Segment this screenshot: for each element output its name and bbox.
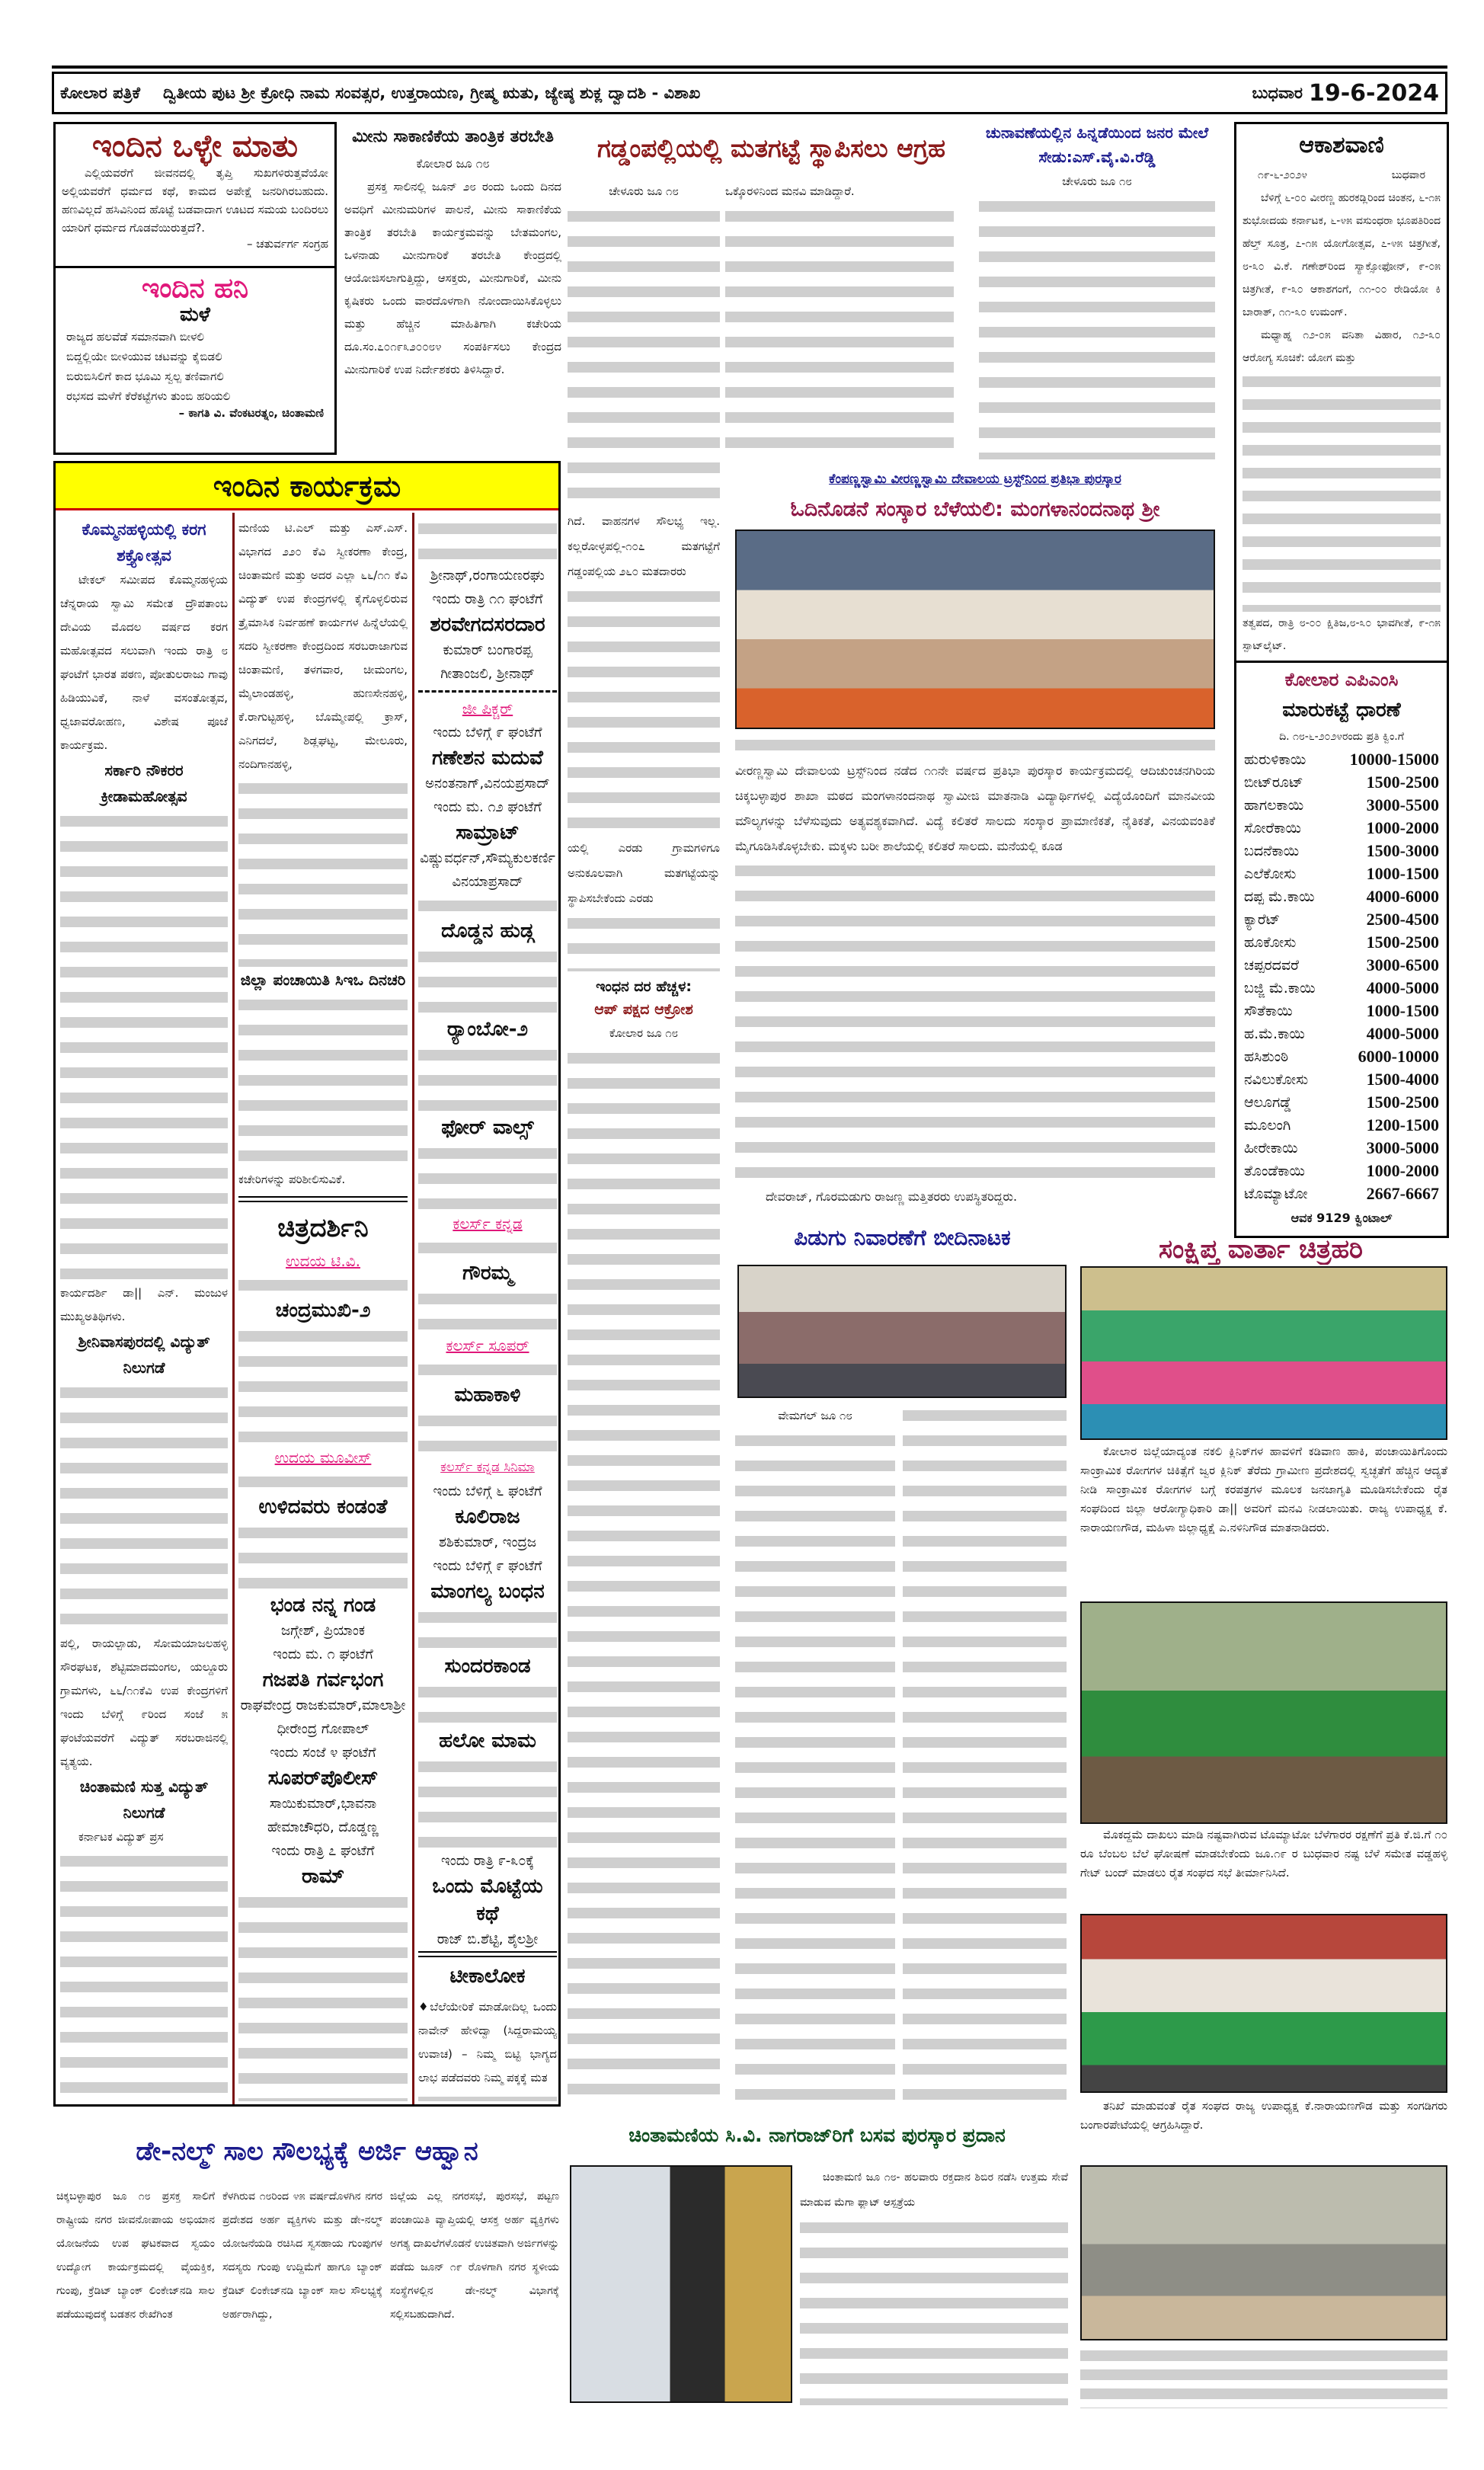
- commodity-name: ಸೌತೆಕಾಯಿ: [1244, 1003, 1293, 1019]
- article-text-lines: [418, 1043, 557, 1114]
- akashavani-date: ೧೯-೬-೨೦೨೪: [1258, 169, 1307, 181]
- commodity-price: 6000-10000: [1358, 1047, 1439, 1066]
- apmc-row: [1239, 771, 1444, 794]
- apmc-row: [1239, 1091, 1444, 1114]
- movie-title: ರಾಮ್: [301, 1865, 345, 1888]
- movie-title: ಹಲೋ ಮಾಮ: [439, 1729, 536, 1752]
- commodity-price: 1500-2500: [1366, 933, 1439, 952]
- commodity-name: ಹಸಿಶುಂಠಿ: [1244, 1048, 1289, 1065]
- apmc-row: [1239, 1182, 1444, 1205]
- commodity-price: 3000-6500: [1366, 955, 1439, 974]
- apmc-arrival: ಆವಕ 9129 ಕ್ವಿಂಟಾಲ್: [1291, 1211, 1393, 1225]
- movie-title: ಫೋರ್ ವಾಲ್ಸ್: [441, 1116, 534, 1139]
- commodity-name: ಹೀರೇಕಾಯಿ: [1244, 1140, 1298, 1157]
- pidugu-headline: ಪಿಡುಗು ನಿವಾರಣೆಗೆ ಬೀದಿನಾಟಕ: [794, 1225, 1011, 1250]
- paper-name: ಕೋಲಾರ ಪತ್ರಿಕೆ: [60, 83, 140, 102]
- article-text-lines: [418, 1409, 557, 1456]
- commodity-price: 1500-4000: [1366, 1070, 1439, 1089]
- hani-box: [53, 266, 337, 455]
- article-text-lines: [1243, 370, 1441, 612]
- commodity-price: 4000-5000: [1366, 1024, 1439, 1043]
- commodity-price: 3000-5000: [1366, 1138, 1439, 1157]
- karyakrama-title: ಇಂದಿನ ಕಾರ್ಯಕ್ರಮ: [213, 469, 401, 503]
- movie-time: ಇಂದು ಬೆಳಿಗ್ಗೆ ೬ ಘಂಟೆಗೆ: [433, 1483, 542, 1499]
- apmc-row: [1239, 840, 1444, 862]
- news-photo: [1080, 1601, 1447, 1824]
- movie-title: ಕೂಲಿರಾಜ: [455, 1505, 520, 1528]
- event-text: ಕರ್ನಾಟಕ ವಿದ್ಯುತ್ ಪ್ರಸ: [78, 1830, 164, 1844]
- commodity-price: 1000-2000: [1366, 1161, 1439, 1180]
- karyakrama-box: [53, 461, 561, 2107]
- apmc-row: [1239, 954, 1444, 977]
- movie-title: ದೊಡ್ಡನ ಹುಡ್ಗ: [441, 920, 534, 942]
- akashavani-text-2: ಮಧ್ಯಾಹ್ನ ೧೨-೦೫ ವನಿತಾ ವಿಹಾರ, ೧೨-೩೦ ಆರೋಗ್ಯ ಸೂಚಿಕೆ: ಯೋಗ ಮತ್ತು: [1243, 329, 1441, 364]
- commodity-name: ಹಾಗಲಕಾಯಿ: [1244, 797, 1304, 814]
- movie-time: ಇಂದು ಸಂಜೆ ೪ ಘಂಟೆಗೆ: [270, 1745, 376, 1761]
- nulm-headline: ಡೇ-ನಲ್ಮ್ ಸಾಲ ಸೌಲಭ್ಯಕ್ಕೆ ಅರ್ಜಿ ಆಹ್ವಾನ: [136, 2136, 478, 2167]
- commodity-price: 1500-2500: [1366, 1093, 1439, 1112]
- article-text-lines: [568, 911, 720, 971]
- channel-name: ಜೀ ಪಿಕ್ಚರ್: [462, 699, 513, 718]
- apmc-row: [1239, 748, 1444, 771]
- gaddampalli-col1: [568, 179, 720, 971]
- movie-title: ಚಂದ್ರಮುಖಿ-೨: [275, 1299, 371, 1322]
- masthead: [52, 72, 1447, 114]
- article-text-lines: [418, 1141, 557, 1212]
- akashavani-box: [1234, 122, 1449, 663]
- news-caption: ತನಿಖೆ ಮಾಡುವಂತೆ ರೈತ ಸಂಘದ ರಾಜ್ಯ ಉಪಾಧ್ಯಕ್ಷ ಕೆ.ನಾರಾಯಣಗೌಡ ಮತ್ತು ಸಂಗಡಿಗರು ಬಂಗಾರಪೇಟೆಯಲ್ಲಿ ಆಗ್ರಹಿಸಿದ್ದಾರೆ.: [1080, 2099, 1447, 2132]
- movie-title: ಒಂದು ಮೊಟ್ಟೆಯ ಕಥೆ: [432, 1875, 543, 1925]
- news-photo: [1080, 2165, 1447, 2340]
- commodity-name: ಹ.ಮೆ.ಕಾಯಿ: [1244, 1025, 1305, 1042]
- gaddampalli-dateline: ಚೇಳೂರು ಜೂ ೧೮: [609, 184, 679, 198]
- movie-title: ಸಾಮ್ರಾಟ್: [456, 821, 520, 844]
- movie-time: ಇಂದು ಬೆಳಿಗ್ಗೆ ೯ ಘಂಟೆಗೆ: [433, 1558, 542, 1574]
- article-text-lines: [418, 1605, 557, 1653]
- channel-name: ಉದಯ ಮೂವೀಸ್: [274, 1448, 372, 1467]
- apmc-row: [1239, 908, 1444, 931]
- channel-name: ಕಲರ್ಸ್ ಸೂಪರ್: [446, 1336, 529, 1355]
- event-text: ಟೇಕಲ್ ಸಮೀಪದ ಕೊಮ್ಮನಹಳ್ಳಿಯ ಚೆನ್ನರಾಯ ಸ್ವಾಮಿ ಸಮೇತ ದ್ರೌಪತಾಂಬ ದೇವಿಯ ಮೊದಲ ವರ್ಷದ ಕರಗ ಮಹೋತ್ಸವದ ಸಲುವಾಗಿ ಇಂದು ರಾತ್ರಿ ೮ ಘಂಟೆಗೆ ಭಾರತ ಪಠಣ, ಪೋತುಲರಾಜು ಗಾವು ಹಿಡಿಯುವಿಕೆ, ನಾಳೆ ವಸಂತೋತ್ಸವ, ಧ್ವಜಾವರೋಹಣ, ವಿಶೇಷ ಪೂಜೆ ಕಾರ್ಯಕ್ರಮ.: [60, 573, 228, 752]
- event-heading: ಶ್ರೀನಿವಾಸಪುರದಲ್ಲಿ ವಿದ್ಯುತ್ ನಿಲುಗಡೆ: [78, 1333, 210, 1377]
- article-text-lines: [238, 1470, 408, 1493]
- event-text: ಕಚೇರಿಗಳನ್ನು ಪರಿಶೀಲಿಸುವಿಕೆ.: [238, 1173, 346, 1186]
- basava-body: ಚಿಂತಾಮಣಿ ಜೂ ೧೮- ಹಲವಾರು ರಕ್ತದಾನ ಶಿಬಿರ ನಡೆಸಿ ಉತ್ತಮ ಸೇವೆ ಮಾಡುವ ಮೆಗಾ ಫ್ಲಾಟ್ ಆಸ್ಪತ್ರೆಯ: [800, 2171, 1068, 2209]
- basava-headline: ಚಿಂತಾಮಣಿಯ ಸಿ.ವಿ. ನಾಗರಾಜ್‌ರಿಗೆ ಬಸವ ಪುರಸ್ಕಾರ ಪ್ರದಾನ: [628, 2124, 1006, 2146]
- movie-title: ರ್‍ಯಾಂಬೋ-೨: [446, 1018, 529, 1041]
- movie-cast: ಅನಂತನಾಗ್,ವಿನಯಪ್ರಸಾದ್: [425, 776, 550, 792]
- movie-cast: ವಿಷ್ಣುವರ್ಧನ್,ಸೌಮ್ಯಕುಲಕರ್ಣಿ ವಿನಯಾಪ್ರಸಾದ್: [420, 850, 555, 890]
- hani-title: ಇಂದಿನ ಹನಿ: [141, 273, 249, 304]
- news-caption: ಕೋಲಾರ ಜಿಲ್ಲೆಯಾದ್ಯಂತ ನಕಲಿ ಕ್ಲಿನಿಕ್‌ಗಳ ಹಾವಳಿಗೆ ಕಡಿವಾಣ ಹಾಕಿ, ಪಂಚಾಯಿತಿಗೊಂದು ಸಾಂಕ್ರಾಮಿಕ ರೋಗಗಳ ಚಿಕಿತ್ಸೆಗೆ ಜ್ವರ ಕ್ಲಿನಿಕ್ ತೆರೆದು ಗ್ರಾಮೀಣ ಪ್ರದೇಶದಲ್ಲಿ ಸ್ವಚ್ಛತೆಗೆ ಹೆಚ್ಚಿನ ಆದ್ಯತೆ ನೀಡಿ ಸಾಂಕ್ರಾಮಿಕ ರೋಗಗಳ ಬಗ್ಗೆ ಕರಪತ್ರಗಳ ಮೂಲಕ ಜನಜಾಗೃತಿ ಮೂಡಿಸಬೇಕೆಂದು ರೈತ ಸಂಘದಿಂದ ಜಿಲ್ಲಾ ಆರೋಗ್ಯಾಧಿಕಾರಿ ಡಾ|| ಅವರಿಗೆ ಮನವಿ ನೀಡಲಾಯಿತು. ರಾಜ್ಯ ಉಪಾಧ್ಯಕ್ಷ ಕೆ. ನಾರಾಯಣಗೌಡ, ಮಹಿಳಾ ಜಿಲ್ಲಾಧ್ಯಕ್ಷೆ ಎ.ನಳಿನಿಗೌಡ ಮಾತನಾಡಿದರು.: [1080, 1445, 1447, 1534]
- article-text-lines: [735, 859, 1215, 1184]
- news-photo: [1080, 1914, 1447, 2093]
- commodity-price: 10000-15000: [1349, 750, 1439, 769]
- fish-title: ಮೀನು ಸಾಕಾಣಿಕೆಯ ತಾಂತ್ರಿಕ ತರಬೇತಿ: [352, 127, 554, 146]
- news-photo: [1080, 1266, 1447, 1440]
- apmc-row: [1239, 931, 1444, 954]
- apmc-row: [1239, 1137, 1444, 1160]
- hani-line: ಬಿರುಬಿಸಿಲಿಗೆ ಕಾದ ಭೂಮಿ ಸ್ವಲ್ಪ ತಣಿವಾಗಲಿ: [66, 370, 224, 384]
- akashavani-day: ಬುಧವಾರ: [1391, 169, 1425, 181]
- article-text-lines: [418, 1236, 557, 1259]
- event-heading: ಚಿಂತಾಮಣಿ ಸುತ್ತ ವಿದ್ಯುತ್ ನಿಲುಗಡೆ: [79, 1777, 209, 1822]
- movie-title: ಭಂಡ ನನ್ನ ಗಂಡ: [270, 1594, 376, 1617]
- movie-cast: ಜಗ್ಗೇಶ್, ಪ್ರಿಯಾಂಕ: [281, 1623, 365, 1639]
- apmc-row: [1239, 1160, 1444, 1182]
- hani-subtitle: ಮಳೆ: [180, 303, 210, 327]
- commodity-price: 1000-1500: [1366, 1001, 1439, 1020]
- article-text-lines: [238, 1521, 408, 1592]
- article-text-lines: [725, 204, 954, 461]
- movie-cast: ರಾಘವೇಂದ್ರ ರಾಜಕುಮಾರ್,ಮಾಲಾಶ್ರೀ ಧೀರೇಂದ್ರ ಗೋಪಾಲ್: [240, 1697, 406, 1737]
- commodity-name: ಸೋರೆಕಾಯಿ: [1244, 820, 1301, 837]
- pidugu-photo: [737, 1265, 1067, 1398]
- pidugu-dateline: ವೇಮಗಲ್ ಜೂ ೧೮: [778, 1409, 852, 1422]
- article-text-lines: [568, 1046, 720, 2103]
- event-text: ಮಣಿಯ ಟಿ.ಎಲ್ ಮತ್ತು ಎಸ್.ಎಸ್. ವಿಭಾಗದ ೨೨೦ ಕೆವಿ ಸ್ವೀಕರಣಾ ಕೇಂದ್ರ, ಚಿಂತಾಮಣಿ ಮತ್ತು ಅದರ ಎಲ್ಲಾ ೬೬/೧೧ ಕೆವಿ ವಿದ್ಯುತ್ ಉಪ ಕೇಂದ್ರಗಳಲ್ಲಿ ಕೈಗೊಳ್ಳಲಿರುವ ತ್ರೈಮಾಸಿಕ ನಿರ್ವಹಣೆ ಕಾರ್ಯಗಳ ಹಿನ್ನೆಲೆಯಲ್ಲಿ ಸದರಿ ಸ್ವೀಕರಣಾ ಕೇಂದ್ರದಿಂದ ಸರಬರಾಜಾಗುವ ಚಿಂತಾಮಣಿ, ತಳಗವಾರ, ಚೀಮಂಗಲ, ಮೈಲಾಂಡಹಳ್ಳಿ, ಹುಣಸೇನಹಳ್ಳಿ, ಕೆ.ರಾಗುಟ್ಟಹಳ್ಳಿ, ಬೊಮ್ಮೇಪಲ್ಲಿ ಕ್ರಾಸ್, ಎನಿಗದಲೆ, ಶಿಡ್ಲಘಟ್ಟ, ಮೇಲೂರು, ನಂದಿಗಾನಹಳ್ಳಿ,: [238, 521, 408, 771]
- pidugu-col2: [903, 1403, 1067, 2104]
- article-text-lines: [60, 1849, 228, 2101]
- apmc-row: [1239, 1068, 1444, 1091]
- fuel-title-2: ಆಪ್ ಪಕ್ಷದ ಆಕ್ರೋಶ: [594, 1001, 693, 1018]
- commodity-price: 4000-6000: [1366, 887, 1439, 906]
- article-text-lines: [800, 2216, 1068, 2405]
- basava-text: [800, 2165, 1068, 2405]
- commodity-name: ಆಲೂಗಡ್ಡೆ: [1244, 1094, 1292, 1111]
- teekaloka-title: ಟೀಕಾಲೋಕ: [418, 1956, 557, 1995]
- good-word-source: – ಚತುರ್ವರ್ಗ ಸಂಗ್ರಹ: [246, 237, 328, 251]
- apmc-row: [1239, 977, 1444, 1000]
- article-text-lines: [568, 204, 720, 509]
- commodity-name: ಟೊಮ್ಯಾಟೋ: [1244, 1185, 1308, 1202]
- movie-time: ಇಂದು ರಾತ್ರಿ ೭ ಘಂಟೆಗೆ: [271, 1843, 375, 1859]
- channel-name: ಕಲರ್ಸ್ ಕನ್ನಡ ಸಿನಿಮಾ: [440, 1460, 535, 1475]
- nulm-col3: ಜಿಲ್ಲೆಯ ಎಲ್ಲ ನಗರಸಭೆ, ಪುರಸಭೆ, ಪಟ್ಟಣ ಪಂಚಾಯಿತಿ ವ್ಯಾಪ್ತಿಯಲ್ಲಿ ಆಸಕ್ತ ಅರ್ಹ ವ್ಯಕ್ತಿಗಳು ಅಗತ್ಯ ದಾಖಲೆಗಳೊಡನೆ ಉಚಿತವಾಗಿ ಅರ್ಜಿಗಳನ್ನು ಪಡೆದು ಜೂನ್ ೧೯ ರೊಳಗಾಗಿ ನಗರ ಸ್ಥಳೀಯ ಸಂಸ್ಥೆಗಳಲ್ಲಿನ ಡೇ-ನಲ್ಮ್ ವಿಭಾಗಕ್ಕೆ ಸಲ್ಲಿಸಬಹುದಾಗಿದೆ.: [390, 2190, 559, 2321]
- apmc-date: ದಿ. ೧೮-೬-೨೦೨೪ರಂದು ಪ್ರತಿ ಕ್ವಿಂ.ಗೆ: [1279, 731, 1404, 743]
- good-word-title: ಇಂದಿನ ಒಳ್ಳೇ ಮಾತು: [92, 129, 298, 164]
- movie-time: ಇಂದು ಬೆಳಿಗ್ಗೆ ೯ ಘಂಟೆಗೆ: [433, 725, 542, 741]
- gaddampalli-col2-start: ಒಕ್ಕೊರಳಿನಿಂದ ಮನವಿ ಮಾಡಿದ್ದಾರೆ.: [725, 184, 855, 198]
- apmc-price-table: [1239, 748, 1444, 1205]
- commodity-name: ಹುರುಳಿಕಾಯಿ: [1244, 751, 1306, 768]
- movie-title: ಸುಂದರಕಾಂಡ: [444, 1655, 531, 1678]
- gaddampalli-snippet: ಯಲ್ಲಿ ಎರಡು ಗ್ರಾಮಗಳಿಗೂ ಅನುಕೂಲವಾಗಿ ಮತಗಟ್ಟೆಯನ್ನು ಸ್ಥಾಪಿಸಬೇಕೆಂದು ಎರಡು: [568, 841, 720, 905]
- fuel-article: [568, 975, 720, 2103]
- movie-cast: ಶ್ರೀನಾಥ್,ರಂಗಾಯಣರಘು: [430, 568, 545, 584]
- movie-time: ಇಂದು ಮ. ೧೨ ಘಂಟೆಗೆ: [433, 799, 542, 815]
- apmc-title: ಕೋಲಾರ ಎಪಿಎಂಸಿ: [1284, 669, 1399, 690]
- day: ಬುಧವಾರ: [1252, 83, 1303, 102]
- event-heading: ಕೊಮ್ಮನಹಳ್ಳಿಯಲ್ಲಿ ಕರಗ ಶಕ್ತ್ಯೋತ್ಸವ: [82, 520, 206, 565]
- karyakrama-col2: [238, 517, 408, 2101]
- apmc-row: [1239, 794, 1444, 817]
- apmc-subtitle: ಮಾರುಕಟ್ಟೆ ಧಾರಣೆ: [1282, 699, 1401, 721]
- hani-line: ಬಿದ್ದಲ್ಲಿಯೇ ಬೀಳಿಯುವ ಚಟವನ್ನು ಕೈಬಿಡಲಿ: [66, 350, 222, 364]
- commodity-name: ಎಲೆಕೋಸು: [1244, 865, 1297, 882]
- commodity-price: 2667-6667: [1366, 1184, 1439, 1203]
- election-dateline: ಚೇಳೂರು ಜೂ ೧೮: [1062, 174, 1132, 188]
- movie-time: ಇಂದು ಮ. ೧ ಘಂಟೆಗೆ: [273, 1646, 373, 1662]
- election-article: [979, 120, 1215, 459]
- commodity-price: 1500-2500: [1366, 773, 1439, 792]
- good-word-box: [53, 122, 337, 268]
- column-divider: [232, 513, 235, 2104]
- commodity-price: 1200-1500: [1366, 1115, 1439, 1134]
- movie-cast: ಶಶಿಕುಮಾರ್, ಇಂದ್ರಜ: [438, 1534, 536, 1550]
- fuel-title: ಇಂಧನ ದರ ಹೆಚ್ಚಳ:: [596, 978, 692, 995]
- article-text-lines: [238, 1324, 408, 1446]
- article-text-lines: [568, 584, 720, 836]
- article-text-lines: [238, 1890, 408, 2101]
- award-photo: [735, 530, 1215, 729]
- chitrahari-headline: ಸಂಕ್ಷಿಪ್ತ ವಾರ್ತಾ ಚಿತ್ರಹರಿ: [1159, 1234, 1363, 1265]
- column-divider: [412, 513, 414, 2104]
- commodity-name: ಚಪ್ಪರದವರೆ: [1244, 957, 1299, 974]
- movie-title: ಗೌರಮ್ಮ: [462, 1262, 513, 1285]
- gaddampalli-col2: [725, 179, 954, 461]
- article-text-lines: [979, 194, 1215, 459]
- movie-time: ಇಂದು ರಾತ್ರಿ ೧೧ ಘಂಟೆಗೆ: [432, 591, 543, 607]
- article-text-lines: [735, 1429, 895, 2104]
- movie-title: ಗಜಪತಿ ಗರ್ವಭಂಗ: [262, 1669, 384, 1691]
- dashed-rule: [418, 690, 557, 693]
- fuel-dateline: ಕೋಲಾರ ಜೂ ೧೮: [609, 1026, 679, 1040]
- chitradarshini-title: ಚಿತ್ರದರ್ಶಿನಿ: [277, 1213, 369, 1243]
- event-text: ಪಲ್ಲಿ, ರಾಯಲ್ಪಾಡು, ಸೋಮಯಾಜಲಹಳ್ಳಿ ಸೌರಘಟಕ, ಶೆಟ್ಟಿಮಾದಮಂಗಲ, ಯಲ್ದೂರು ಗ್ರಾಮಗಳು, ೬೬/೧೧ಕೆವಿ ಉಪ ಕೇಂದ್ರಗಳಿಗೆ ಇಂದು ಬೆಳಿಗ್ಗೆ ೯ರಿಂದ ಸಂಜೆ ೫ ಘಂಟೆಯವರೆಗೆ ವಿದ್ಯುತ್ ಸರಬರಾಜಿನಲ್ಲಿ ವ್ಯತ್ಯಯ.: [60, 1637, 228, 1768]
- channel-name: ಕಲರ್ಸ್ ಕನ್ನಡ: [453, 1214, 523, 1233]
- commodity-price: 3000-5500: [1366, 795, 1439, 814]
- gaddampalli-headline: ಗಡ್ಡಂಪಲ್ಲಿಯಲ್ಲಿ ಮತಗಟ್ಟೆ ಸ್ಥಾಪಿಸಲು ಆಗ್ರಹ: [596, 133, 946, 163]
- award-kicker: ಕೆಂಪಣ್ಣಸ್ವಾಮಿ ವೀರಣ್ಣಸ್ವಾಮಿ ದೇವಾಲಯ ಟ್ರಸ್ಟ್‌ನಿಂದ ಪ್ರತಿಭಾ ಪುರಸ್ಕಾರ: [829, 472, 1121, 487]
- movie-title: ಉಳಿದವರು ಕಂಡಂತೆ: [258, 1496, 388, 1518]
- teekaloka-text: ♦ಬೆಲೆಯೇರಿಕೆ ಮಾಡೋದಿಲ್ಲ ಒಂದು ನಾವೇನ್ ಹೇಳಿದ್ವಾ (ಸಿದ್ದರಾಮಯ್ಯ ಉವಾಚ) – ನಿಮ್ಮ ಬಿಟ್ಟಿ ಭಾಗ್ಯದ ಲಾಭ ಪಡೆದವರು ನಿಮ್ಮ ಪಕ್ಕಕ್ಕೆ ಮತ: [418, 2000, 557, 2084]
- commodity-name: ತೊಂಡೆಕಾಯಿ: [1244, 1163, 1305, 1179]
- movie-title: ಶರವೇಗದಸರದಾರ: [430, 613, 545, 636]
- nulm-col2: ಕೆಳಗಿರುವ ೧೮ರಿಂದ ೪೫ ವರ್ಷದೊಳಗಿನ ನಗರ ಪ್ರದೇಶದ ಅರ್ಹ ವ್ಯಕ್ತಿಗಳು ಮತ್ತು ಡೇ-ನಲ್ಮ್ ಯೋಜನೆಯಡಿ ರಚಿಸಿದ ಸ್ವಸಹಾಯ ಗುಂಪುಗಳ ಸದಸ್ಯರು ಗುಂಪು ಉದ್ದಿಮೆಗೆ ಹಾಗೂ ಬ್ಯಾಂಕ್ ಕ್ರೆಡಿಟ್ ಲಿಂಕೇಜ್‌ನಡಿ ಬ್ಯಾಂಕ್ ಸಾಲ ಸೌಲಭ್ಯಕ್ಕೆ ಅರ್ಹರಾಗಿದ್ದು,: [222, 2190, 382, 2321]
- award-headline: ಓದಿನೊಡನೆ ಸಂಸ್ಕಾರ ಬೆಳೆಯಲಿ: ಮಂಗಳಾನಂದನಾಥ ಶ್ರೀ: [790, 498, 1160, 521]
- hani-line: ರಾಜ್ಯದ ಹಲವೆಡೆ ಸಮಾನವಾಗಿ ಬೀಳಲಿ: [66, 330, 204, 344]
- hani-author: – ಕಾಗತಿ ವಿ. ವೆಂಕಟರತ್ನಂ, ಚಿಂತಾಮಣಿ: [178, 406, 324, 421]
- akashavani-text: ಬೆಳಿಗ್ಗೆ ೬-೦೦ ವೀರಣ್ಣ ಹುರಕಡ್ಲಿರಿಂದ ಚಿಂತನ, ೬-೧೫ ಶುಭೋದಯ ಕರ್ನಾಟಕ, ೬-೪೫ ವಸುಂಧರಾ ಭೂಪತಿರಿಂದ ಹೆಲ್ತ್ ಸೂತ್ರ, ೭-೧೫ ಯೋಗೋತ್ಸವ, ೭-೪೫ ಚಿತ್ರಗೀತೆ, ೮-೩೦ ವಿ.ಕೆ. ಗಣೇಶ್‌ರಿಂದ ಸ್ಯಾಕ್ಸೋಫೋನ್, ೯-೦೫ ಚಿತ್ರಗೀತೆ, ೯-೩೦ ಆಕಾಶಗಂಗೆ, ೧೧-೦೦ ರೇಡಿಯೋ ಕಿ ಬಾರಾತ್, ೧೧-೩೦ ಉಮಂಗ್.: [1243, 192, 1441, 318]
- karyakrama-header: [56, 463, 558, 510]
- article-text-lines: [418, 894, 557, 917]
- apmc-row: [1239, 1045, 1444, 1068]
- apmc-box: [1234, 661, 1449, 1238]
- apmc-row: [1239, 1114, 1444, 1137]
- gaddampalli-snippet: ಗಿದೆ. ವಾಹನಗಳ ಸೌಲಭ್ಯ ಇಲ್ಲ. ಕಲ್ಲರೋಳ್ಳಪಲ್ಲಿ-೧೦೭ ಮತಗಟ್ಟೆಗೆ ಗಡ್ಡಂಪಲ್ಲಿಯ ೨೬೦ ಮತದಾರರು: [568, 514, 720, 578]
- article-text-lines: [418, 1287, 557, 1334]
- movie-cast: ರಾಜ್ ಬಿ.ಶೆಟ್ಟಿ, ಶೈಲಶ್ರೀ: [418, 1928, 557, 1953]
- commodity-name: ದಪ್ಪ ಮೆ.ಕಾಯಿ: [1244, 888, 1315, 905]
- good-word-text: ಎಲ್ಲಿಯವರೆಗೆ ಜೀವನದಲ್ಲಿ ತೃಪ್ತಿ ಸುಖಗಳಿರುತ್ತವೆಯೋ ಅಲ್ಲಿಯವರೆಗೆ ಧರ್ಮದ ಕಥೆ, ಕಾಮದ ಅಪೇಕ್ಷೆ ಜನರಿಗಿರಬಹುದು. ಹಣವಿಲ್ಲದೆ ಹಸಿವಿನಿಂದ ಹೊಟ್ಟೆ ಬಡವಾದಾಗ ಊಟದ ಸಮಯ ಬಂದಿರಲು ಯಾರಿಗೆ ಧರ್ಮದ ಗೊಡವೆಯಿರುತ್ತದೆ?.: [62, 166, 328, 235]
- article-text-lines: [418, 1755, 557, 1849]
- article-text-lines: [418, 517, 557, 564]
- article-text-lines: [60, 1381, 228, 1632]
- pidugu-col1: [735, 1403, 895, 2104]
- movie-cast: ಕುಮಾರ್ ಬಂಗಾರಪ್ಪ ಗೀತಾಂಜಲಿ, ಶ್ರೀನಾಥ್: [440, 642, 535, 682]
- fish-article: [344, 122, 561, 457]
- commodity-name: ಕ್ಯಾರೆಟ್: [1244, 911, 1281, 928]
- commodity-price: 1000-1500: [1366, 864, 1439, 883]
- commodity-price: 2500-4500: [1366, 910, 1439, 929]
- commodity-name: ಹೂಕೋಸು: [1244, 934, 1297, 951]
- commodity-name: ಮೂಲಂಗಿ: [1244, 1117, 1291, 1134]
- double-rule: [238, 1196, 408, 1202]
- nulm-col1: ಚಿಕ್ಕಬಳ್ಳಾಪುರ ಜೂ ೧೮ ಪ್ರಸಕ್ತ ಸಾಲಿಗೆ ರಾಷ್ಟ್ರೀಯ ನಗರ ಜೀವನೋಪಾಯ ಅಭಿಯಾನ ಯೋಜನೆಯ ಉಪ ಘಟಕವಾದ ಸ್ವಯಂ ಉದ್ಯೋಗ ಕಾರ್ಯಕ್ರಮದಲ್ಲಿ ವೈಯಕ್ತಿಕ, ಗುಂಪು, ಕ್ರೆಡಿಟ್ ಬ್ಯಾಂಕ್ ಲಿಂಕೇಜ್‌ನಡಿ ಸಾಲ ಪಡೆಯುವುದಕ್ಕೆ ಬಡತನ ರೇಖೆಗಿಂತ: [56, 2190, 215, 2321]
- apmc-row: [1239, 862, 1444, 885]
- date: 19-6-2024: [1308, 79, 1439, 107]
- top-rule: [52, 66, 1447, 69]
- movie-title: ಸೂಪರ್‌ಪೊಲೀಸ್: [267, 1767, 379, 1790]
- commodity-name: ಬೀಟ್‌ರೂಟ್: [1244, 774, 1303, 791]
- fish-text: ಪ್ರಸಕ್ತ ಸಾಲಿನಲ್ಲಿ ಜೂನ್ ೨೮ ರಂದು ಒಂದು ದಿನದ ಅವಧಿಗೆ ಮೀನುಮರಿಗಳ ಪಾಲನೆ, ಮೀನು ಸಾಕಾಣಿಕೆಯ ತಾಂತ್ರಿಕ ತರಬೇತಿ ಕಾರ್ಯಕ್ರಮವನ್ನು ಬೇತಮಂಗಲ, ಒಳನಾಡು ಮೀನುಗಾರಿಕೆ ತರಬೇತಿ ಕೇಂದ್ರದಲ್ಲಿ ಆಯೋಜಿಸಲಾಗುತ್ತಿದ್ದು, ಆಸಕ್ತರು, ಮೀನುಗಾರಿಕೆ, ಮೀನು ಕೃಷಿಕರು ಒಂದು ವಾರದೊಳಗಾಗಿ ನೋಂದಾಯಿಸಿಕೊಳ್ಳಲು ಮತ್ತು ಹೆಚ್ಚಿನ ಮಾಹಿತಿಗಾಗಿ ಕಚೇರಿಯ ದೂ.ಸಂ.೭೦೧೯೩೨೦೦೮೪ ಸಂಪರ್ಕಿಸಲು ಕೇಂದ್ರದ ಮೀನುಗಾರಿಕೆ ಉಪ ನಿರ್ದೇಶಕರು ತಿಳಿಸಿದ್ದಾರೆ.: [344, 180, 561, 376]
- event-text: ಕಾರ್ಯದರ್ಶಿ ಡಾ|| ಎನ್. ಮಂಜುಳ ಮುಖ್ಯಅತಿಥಿಗಳು.: [60, 1286, 228, 1323]
- article-text-lines: [418, 1358, 557, 1381]
- movie-cast: ಸಾಯಿಕುಮಾರ್,ಭಾವನಾ ಹೇಮಾಚೌಧರಿ, ದೊಡ್ಡಣ್ಣ: [267, 1796, 379, 1835]
- basava-photo: [570, 2165, 792, 2403]
- movie-title: ಗಣೇಶನ ಮದುವೆ: [432, 747, 543, 769]
- article-text-lines: [238, 1273, 408, 1297]
- event-heading: ಸರ್ಕಾರಿ ನೌಕರರ ಕ್ರೀಡಾಮಹೋತ್ಸವ: [101, 761, 187, 805]
- apmc-row: [1239, 1000, 1444, 1022]
- article-text-lines: [735, 733, 1215, 758]
- hani-line: ರಭಸದ ಮಳೆಗೆ ಕೆರೆಕಟ್ಟೆಗಳು ತುಂಬಿ ಹರಿಯಲಿ: [66, 389, 231, 404]
- commodity-name: ನವಿಲುಕೋಸು: [1244, 1071, 1309, 1088]
- article-text-lines: [418, 945, 557, 1016]
- commodity-price: 1000-2000: [1366, 818, 1439, 837]
- award-end: ದೇವರಾಜ್, ಗೊರಮಡುಗು ರಾಜಣ್ಣ ಮತ್ತಿತರರು ಉಪಸ್ಥಿತರಿದ್ದರು.: [766, 1189, 1018, 1204]
- article-text-lines: [238, 993, 408, 1168]
- karyakrama-col1: [60, 517, 228, 2101]
- article-text-lines: [238, 776, 408, 967]
- commodity-name: ಬದನೆಕಾಯಿ: [1244, 843, 1300, 859]
- article-text-lines: [903, 1403, 1067, 2104]
- election-title: ಚುನಾವಣೆಯಲ್ಲಿನ ಹಿನ್ನಡೆಯಿಂದ ಜನರ ಮೇಲೆ ಸೇಡು:ಎಸ್.ವೈ.ವಿ.ರೆಡ್ಡಿ: [985, 123, 1209, 166]
- akashavani-title: ಆಕಾಶವಾಣಿ: [1299, 132, 1384, 158]
- apmc-row: [1239, 1022, 1444, 1045]
- article-text-lines: [418, 1680, 557, 1727]
- akashavani-end: ತತ್ವಪದ, ರಾತ್ರಿ ೮-೦೦ ಕ್ಷಿತಿಜ,೮-೩೦ ಭಾವಗೀತೆ, ೯-೧೫ ಸ್ಪಾಟ್‌ಲೈಟ್.: [1243, 617, 1441, 652]
- event-heading: ಜಿಲ್ಲಾ ಪಂಚಾಯಿತಿ ಸಿಇಒ ದಿನಚರಿ: [240, 971, 406, 989]
- movie-title: ಮಹಾಕಾಳಿ: [454, 1384, 521, 1406]
- commodity-price: 4000-5000: [1366, 978, 1439, 997]
- article-text-lines: [1080, 2344, 1447, 2408]
- apmc-row: [1239, 817, 1444, 840]
- commodity-name: ಬಜ್ಜಿ ಮೆ.ಕಾಯಿ: [1244, 980, 1316, 997]
- fish-dateline: ಕೋಲಾರ ಜೂ ೧೮: [416, 156, 490, 171]
- article-text-lines: [60, 809, 228, 1281]
- channel-name: ಉದಯ ಟಿ.ವಿ.: [286, 1252, 360, 1270]
- news-caption: ಮೊಕದ್ದಮೆ ದಾಖಲು ಮಾಡಿ ನಷ್ಟವಾಗಿರುವ ಟೊಮ್ಯಾಟೋ ಬೆಳೆಗಾರರ ರಕ್ಷಣೆಗೆ ಪ್ರತಿ ಕೆ.ಜಿ.ಗೆ ೧೦ ರೂ ಬೆಂಬಲ ಬೆಲೆ ಘೋಷಣೆ ಮಾಡಬೇಕೆಂದು ಜೂ.೧೯ ರ ಬುಧವಾರ ನಷ್ಟ ಬೆಳೆ ಸಮೇತ ವಡ್ಡಹಳ್ಳಿ ಗೇಟ್ ಬಂದ್ ಮಾಡಲು ರೈತ ಸಂಘದ ಸಭೆ ತೀರ್ಮಾನಿಸಿದೆ.: [1080, 1828, 1447, 1880]
- apmc-row: [1239, 885, 1444, 908]
- award-body: ವೀರಣ್ಣಸ್ವಾಮಿ ದೇವಾಲಯ ಟ್ರಸ್ಟ್‌ನಿಂದ ನಡೆದ ೧೧ನೇ ವರ್ಷದ ಪ್ರತಿಭಾ ಪುರಸ್ಕಾರ ಕಾರ್ಯಕ್ರಮದಲ್ಲಿ ಆದಿಚುಂಚನಗಿರಿಯ ಚಿಕ್ಕಬಳ್ಳಾಪುರ ಶಾಖಾ ಮಠದ ಮಂಗಳಾನಂದನಾಥ ಸ್ವಾಮೀಜಿ ಮಾತನಾಡಿ ವಿದ್ಯಾರ್ಥಿಗಳಲ್ಲಿ ವಿದ್ಯೆಯೊಂದಿಗೆ ಮಾನವೀಯ ಮೌಲ್ಯಗಳನ್ನು ಬೆಳೆಸುವುದು ಅತ್ಯವಶ್ಯಕವಾಗಿದೆ. ವಿದ್ಯೆ ಕಲಿತರೆ ಸಾಲದು ಸಂಸ್ಕಾರ ಪ್ರಾಮಾಣಿಕತೆ, ನೈತಿಕತೆ, ವಿನಯವಂತಿಕೆ ಮೈಗೂಡಿಸಿಕೊಳ್ಳಬೇಕು. ಮಕ್ಕಳು ಬರೀ ಶಾಲೆಯಲ್ಲಿ ಕಲಿತರೆ ಸಾಲದು. ಮನೆಯಲ್ಲಿ ಕೂಡ: [735, 763, 1215, 853]
- movie-time: ಇಂದು ರಾತ್ರಿ ೯-೩೦ಕ್ಕೆ: [441, 1853, 534, 1869]
- karyakrama-col3: [418, 517, 557, 2101]
- award-text: [735, 733, 1215, 1209]
- masthead-info: ದ್ವಿತೀಯ ಪುಟ ಶ್ರೀ ಕ್ರೋಧಿ ನಾಮ ಸಂವತ್ಸರ, ಉತ್ತರಾಯಣ, ಗ್ರೀಷ್ಮ ಋತು, ಜ್ಯೇಷ್ಠ ಶುಕ್ಲ ದ್ವಾದಶಿ - ವಿಶಾಖ: [162, 83, 701, 102]
- movie-title: ಮಾಂಗಲ್ಯ ಬಂಧನ: [430, 1580, 545, 1603]
- article-text-lines: [418, 2090, 557, 2101]
- commodity-price: 1500-3000: [1366, 841, 1439, 860]
